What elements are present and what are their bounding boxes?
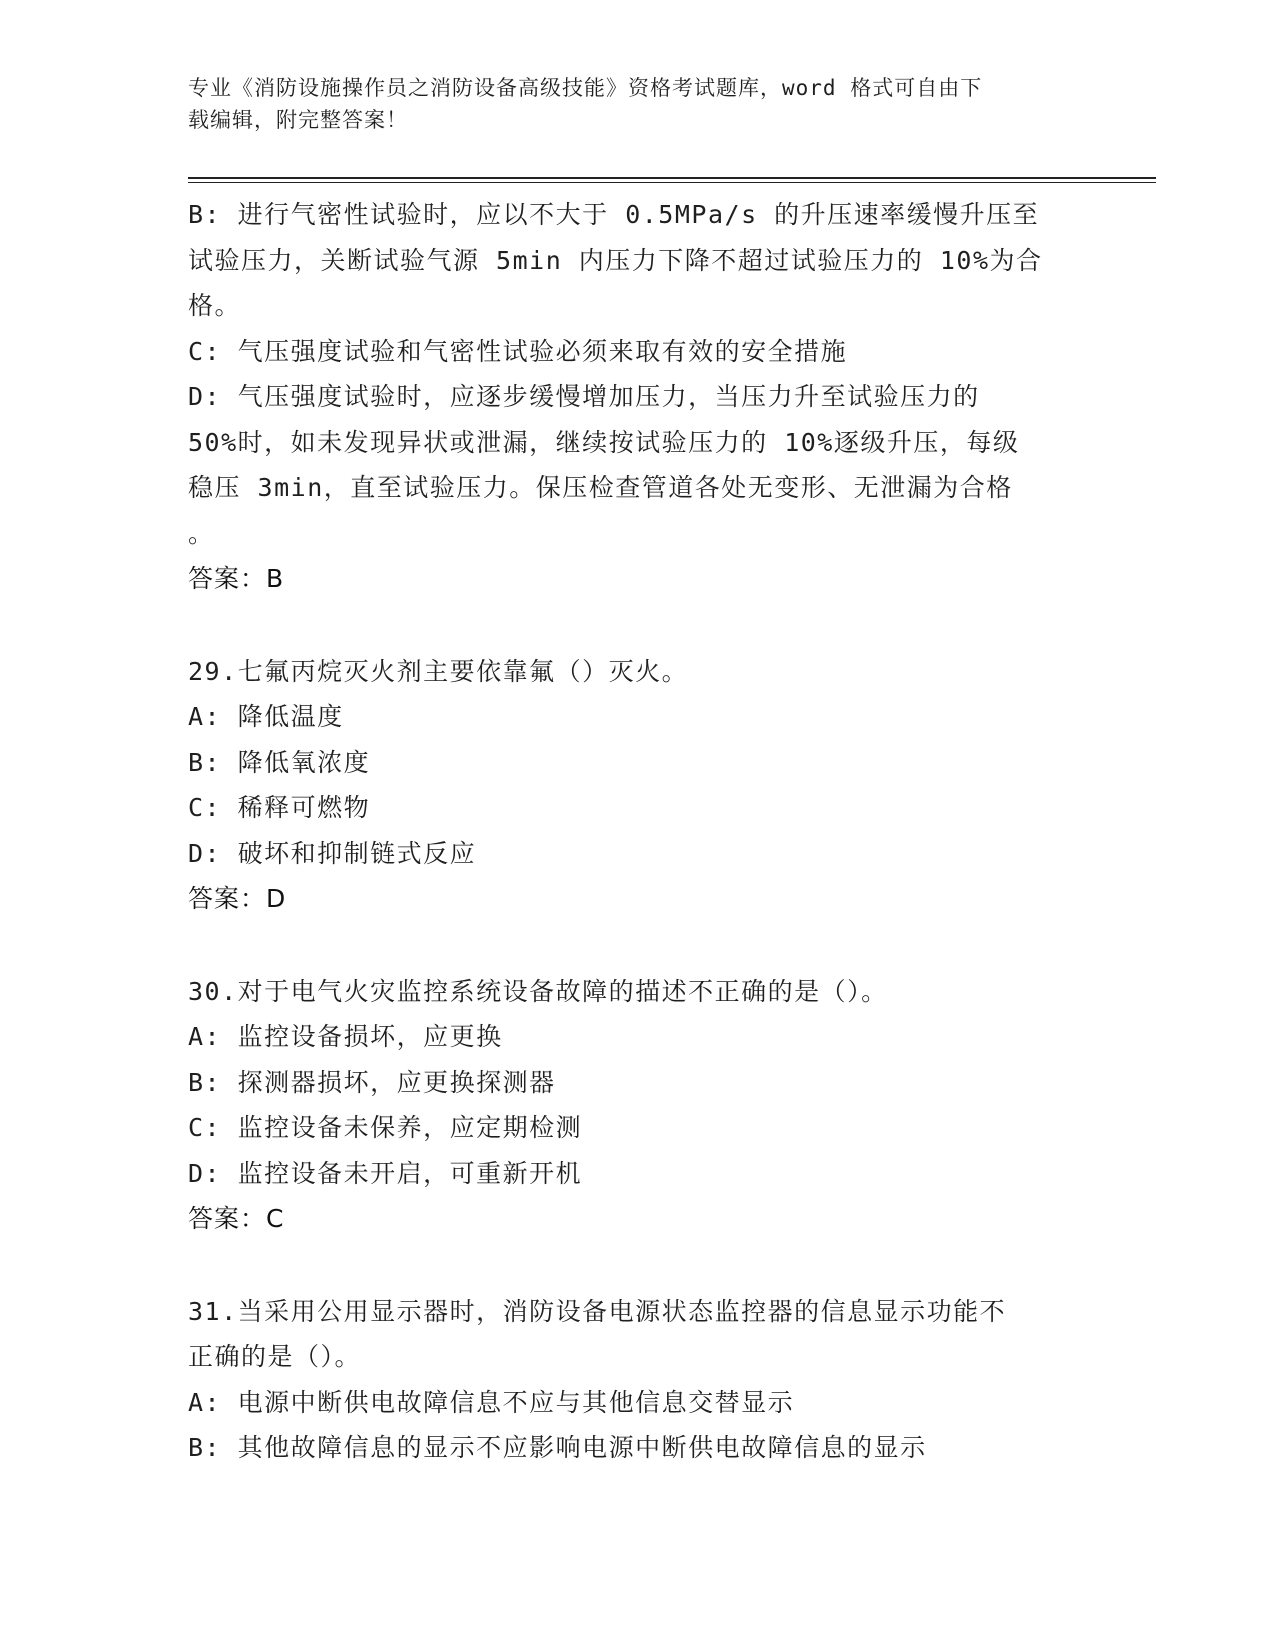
option-line: C: 稀释可燃物 (188, 793, 371, 822)
question-30 (188, 969, 1068, 1242)
header-line: 载编辑，附完整答案！ (188, 108, 408, 132)
option-line: A: 监控设备损坏，应更换 (188, 1022, 503, 1051)
question-stem: 31.当采用公用显示器时，消防设备电源状态监控器的信息显示功能不 (188, 1296, 1007, 1326)
question-stem: 29.七氟丙烷灭火剂主要依靠氟（）灭火。 (188, 656, 689, 686)
header-divider (188, 182, 1156, 183)
question-31 (188, 1289, 1068, 1471)
header-line: 专业《消防设施操作员之消防设备高级技能》资格考试题库，word 格式可自由下 (188, 76, 983, 100)
option-line: C: 气压强度试验和气密性试验必须来取有效的安全措施 (188, 336, 848, 366)
question-list (188, 192, 1068, 1471)
question-stem: 30.对于电气火灾监控系统设备故障的描述不正确的是（）。 (188, 976, 888, 1006)
option-line: D: 气压强度试验时，应逐步缓慢增加压力，当压力升至试验压力的 (188, 382, 980, 411)
option-line: D: 监控设备未开启，可重新开机 (188, 1158, 583, 1188)
option-line: 试验压力，关断试验气源 5min 内压力下降不超过试验压力的 10%为合 (188, 245, 1043, 275)
option-line: 。 (188, 518, 215, 548)
option-line: A: 降低温度 (188, 702, 344, 731)
spacer (188, 1242, 1068, 1289)
option-line: B: 进行气密性试验时，应以不大于 0.5MPa/s 的升压速率缓慢升压至 (188, 200, 1040, 229)
option-line: 稳压 3min，直至试验压力。保压检查管道各处无变形、无泄漏为合格 (188, 473, 1013, 502)
option-line: D: 破坏和抑制链式反应 (188, 838, 477, 868)
document-header (188, 72, 1068, 136)
option-line: 50%时，如未发现异状或泄漏，继续按试验压力的 10%逐级升压，每级 (188, 427, 1020, 457)
question-stem: 正确的是（）。 (188, 1342, 362, 1371)
option-line: A: 电源中断供电故障信息不应与其他信息交替显示 (188, 1387, 795, 1417)
spacer (188, 922, 1068, 969)
question-28-continuation (188, 192, 1068, 602)
header-divider (188, 177, 1156, 179)
answer-line: 答案：C (188, 1204, 285, 1233)
answer-line: 答案：B (188, 564, 285, 593)
option-line: B: 降低氧浓度 (188, 747, 371, 777)
option-line: B: 探测器损坏，应更换探测器 (188, 1067, 556, 1097)
answer-line: 答案：D (188, 884, 287, 913)
question-29 (188, 649, 1068, 922)
option-line: B: 其他故障信息的显示不应影响电源中断供电故障信息的显示 (188, 1433, 927, 1462)
option-line: 格。 (188, 291, 242, 320)
spacer (188, 602, 1068, 649)
option-line: C: 监控设备未保养，应定期检测 (188, 1113, 583, 1142)
